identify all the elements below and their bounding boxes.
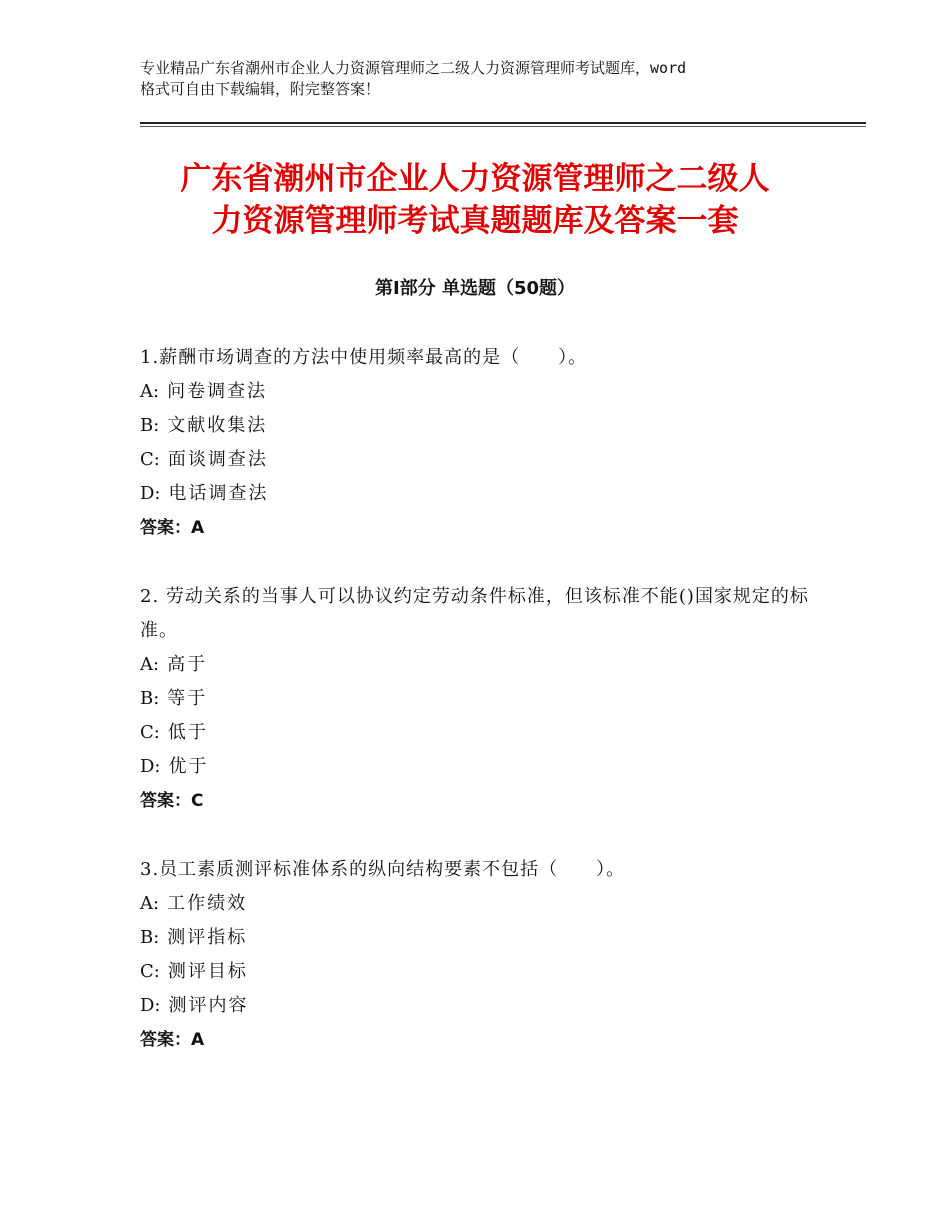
option-letter: D: [140, 995, 161, 1016]
option-text: 高于 [167, 654, 208, 675]
option-d [140, 989, 820, 1023]
option-d [140, 750, 820, 784]
header-divider-thin [140, 126, 866, 127]
option-a [140, 375, 820, 409]
option-letter: C: [140, 722, 160, 743]
option-text: 测评目标 [167, 961, 248, 982]
option-letter: A: [140, 654, 160, 675]
option-letter: A: [140, 381, 160, 402]
option-letter: B: [140, 415, 160, 436]
option-letter: D: [140, 483, 161, 504]
option-text: 低于 [167, 722, 208, 743]
option-text: 面谈调查法 [167, 449, 268, 470]
header-note-line-2: 格式可自由下载编辑，附完整答案！ [140, 80, 381, 98]
option-text: 测评内容 [168, 995, 249, 1016]
answer-label: 答案：C [140, 791, 204, 811]
option-c [140, 955, 820, 989]
option-letter: B: [140, 927, 160, 948]
option-letter: C: [140, 449, 160, 470]
header-divider-thick [140, 122, 866, 124]
question-2 [140, 580, 820, 818]
option-text: 问卷调查法 [167, 381, 268, 402]
option-letter: D: [140, 756, 161, 777]
option-letter: A: [140, 893, 160, 914]
section-heading: 第Ⅰ部分 单选题（50题） [374, 278, 575, 299]
question-stem: 2. 劳动关系的当事人可以协议约定劳动条件标准，但该标准不能()国家规定的标准。 [140, 586, 809, 641]
option-letter: C: [140, 961, 160, 982]
answer-label: 答案：A [140, 1030, 205, 1050]
question-stem: 1.薪酬市场调查的方法中使用频率最高的是（ ）。 [140, 347, 588, 368]
document-title-line-1: 广东省潮州市企业人力资源管理师之二级人 [180, 161, 770, 197]
option-c [140, 716, 820, 750]
option-b [140, 682, 820, 716]
document-title-line-2: 力资源管理师考试真题题库及答案一套 [211, 203, 739, 239]
option-b [140, 409, 820, 443]
option-text: 优于 [168, 756, 209, 777]
option-a [140, 887, 820, 921]
option-text: 工作绩效 [167, 893, 248, 914]
question-1 [140, 341, 820, 545]
option-text: 电话调查法 [168, 483, 269, 504]
option-d [140, 477, 820, 511]
option-a [140, 648, 820, 682]
document-title [100, 158, 850, 242]
answer-label: 答案：A [140, 518, 205, 538]
question-stem: 3.员工素质测评标准体系的纵向结构要素不包括（ ）。 [140, 859, 626, 880]
option-text: 测评指标 [167, 927, 248, 948]
option-text: 文献收集法 [167, 415, 268, 436]
header-note [140, 58, 840, 100]
question-3 [140, 853, 820, 1057]
option-c [140, 443, 820, 477]
option-letter: B: [140, 688, 160, 709]
header-note-line-1: 专业精品广东省潮州市企业人力资源管理师之二级人力资源管理师考试题库，word [140, 59, 687, 77]
option-text: 等于 [167, 688, 208, 709]
option-b [140, 921, 820, 955]
